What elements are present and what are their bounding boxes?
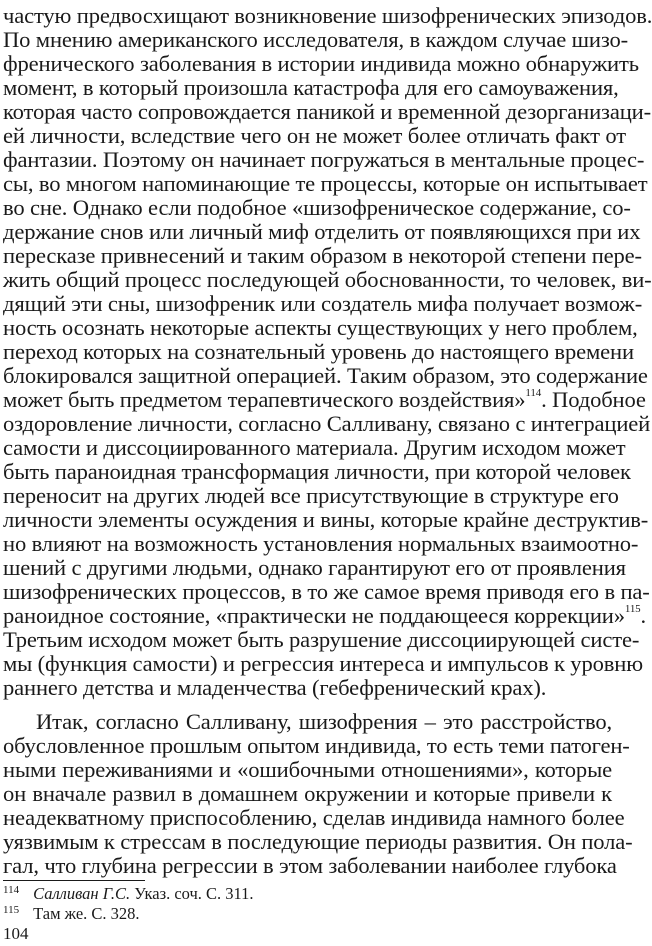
text-line: неадекватному приспособлению, сделав индивида намного более bbox=[3, 805, 625, 830]
text-line: фантазии. Поэтому он начинает погружаться в ментальные процес- bbox=[3, 147, 645, 172]
text-line-with-footnote-ref bbox=[3, 603, 647, 628]
text-line: жить общий процесс последующей обоснованности, то человек, ви- bbox=[3, 267, 652, 292]
footnote-number: 114 bbox=[3, 884, 20, 896]
text-line: быть параноидная трансформация личности, при которой человек bbox=[3, 459, 631, 484]
text-line: переносит на других людей все присутствующие в структуре его bbox=[3, 483, 619, 508]
footnote-text: Там же. С. 328. bbox=[33, 904, 140, 923]
line-tail: . Подобное bbox=[541, 387, 646, 412]
text-line: шизофренических процессов, в то же самое время приводя его в па- bbox=[3, 579, 650, 604]
text-line: частую предвосхищают возникновение шизофренических эпизодов. bbox=[3, 3, 652, 28]
page-number: 104 bbox=[3, 924, 29, 943]
text-line: Итак, согласно Салливану, шизофрения – это расстройство, bbox=[36, 709, 612, 734]
text-line: держание снов или личный миф отделить от появляющихся при их bbox=[3, 219, 641, 244]
text-line: блокировался защитной операцией. Таким образом, это содержание bbox=[3, 363, 648, 388]
text-line: он вначале развил в домашнем окружении и которые привели к bbox=[3, 781, 612, 806]
text-line: уязвимым к стрессам в последующие периоды развития. Он пола- bbox=[3, 829, 633, 854]
text-line: обусловленное прошлым опытом индивида, то есть теми патоген- bbox=[3, 733, 630, 758]
text-line: ность осознать некоторые аспекты существующих у него проблем, bbox=[3, 315, 638, 340]
text-line-with-footnote-ref bbox=[3, 387, 646, 412]
text-line: френического заболевания в истории индивида можно обнаружить bbox=[3, 51, 639, 76]
footnote-ref: 115 bbox=[624, 603, 641, 616]
text-line: но влияют на возможность установления нормальных взаимоотно- bbox=[3, 531, 639, 556]
text-line: дящий эти сны, шизофреник или создатель мифа получает возмож- bbox=[3, 291, 643, 316]
line-text: может быть предметом терапевтического воздействия» bbox=[3, 387, 526, 412]
text-line: ей личности, вследствие чего он не может более отличать факт от bbox=[3, 123, 626, 148]
footnote-115 bbox=[3, 904, 140, 926]
text-line: пересказе привнесений и таким образом в некоторой степени пере- bbox=[3, 243, 642, 268]
text-line: во сне. Однако если подобное «шизофреническое содержание, со- bbox=[3, 195, 631, 220]
text-line: шений с другими людьми, однако гарантируют его от проявления bbox=[3, 555, 626, 580]
footnote-114 bbox=[3, 884, 254, 906]
text-line: Третьим исходом может быть разрушение диссоциирующей систе- bbox=[3, 627, 640, 652]
text-line: самости и диссоциированного материала. Другим исходом может bbox=[3, 435, 626, 460]
line-text: раноидное состояние, «практически не поддающееся коррекции» bbox=[3, 603, 625, 628]
text-line: которая часто сопровождается паникой и временной дезорганизаци- bbox=[3, 99, 651, 124]
text-line: личности элементы осуждения и вины, которые крайне деструктив- bbox=[3, 507, 649, 532]
text-line: мы (функция самости) и регрессия интереса и импульсов к уровню bbox=[3, 651, 643, 676]
text-line: момент, в который произошла катастрофа для его самоуважения, bbox=[3, 75, 619, 100]
text-line: переход которых на сознательный уровень до настоящего времени bbox=[3, 339, 634, 364]
text-line: ными переживаниями и «ошибочными отношениями», которые bbox=[3, 757, 612, 782]
footnote-author: Салливан Г.С. bbox=[33, 884, 131, 903]
line-tail: . bbox=[640, 603, 647, 628]
text-line: раннего детства и младенчества (гебефренический крах). bbox=[3, 675, 547, 700]
text-line: По мнению американского исследователя, в каждом случае шизо- bbox=[3, 27, 628, 52]
text-line: оздоровление личности, согласно Салливану, связано с интеграцией bbox=[3, 411, 651, 436]
text-line: гал, что глубина регрессии в этом заболевании наиболее глубока bbox=[3, 853, 617, 878]
text-line: сы, во многом напоминающие те процессы, которые он испытывает bbox=[3, 171, 648, 196]
footnote-divider bbox=[3, 880, 145, 881]
footnote-text: Указ. соч. С. 311. bbox=[130, 884, 254, 903]
footnote-ref: 114 bbox=[525, 387, 542, 400]
footnote-number: 115 bbox=[3, 904, 20, 916]
